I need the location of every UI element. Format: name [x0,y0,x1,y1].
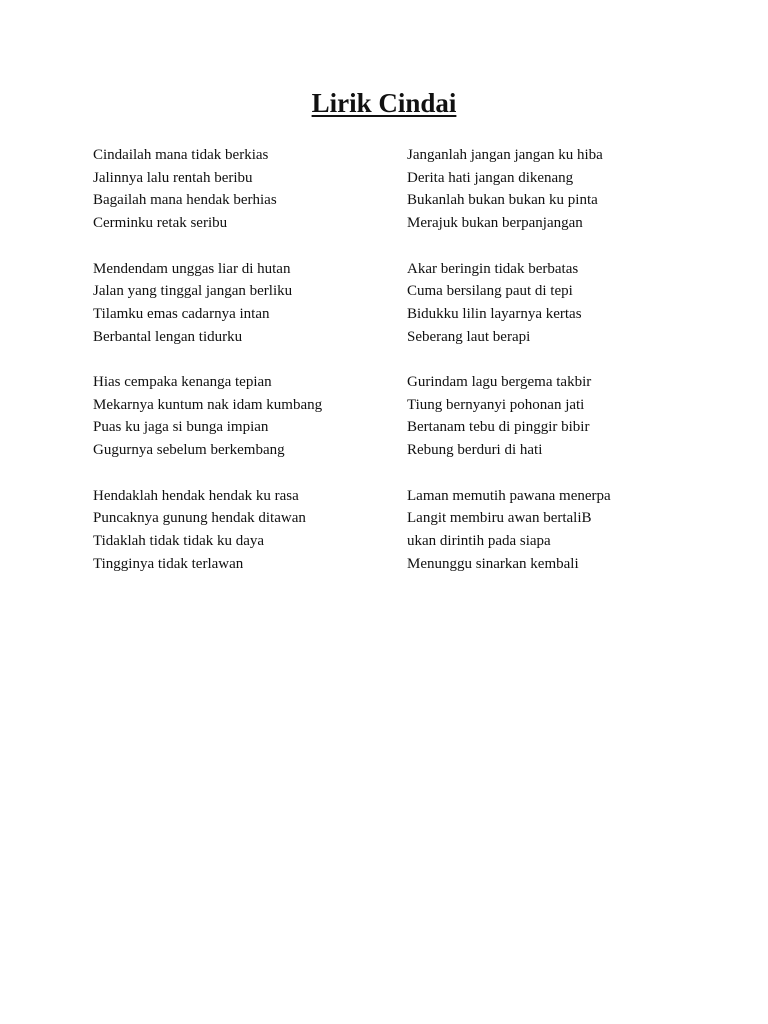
stanza [93,485,393,576]
lyric-line: Puncaknya gunung hendak ditawan [93,510,306,527]
lyric-line: Cindailah mana tidak berkias [93,147,269,163]
left-column [93,144,393,598]
lyric-line: Tiung bernyanyi pohonan jati [407,396,585,413]
lyric-line: Puas ku jaga si bunga impian [93,419,269,436]
lyric-line: Seberang laut berapi [407,328,531,345]
stanza [93,144,393,235]
lyric-line: Gugurnya sebelum berkembang [93,442,285,459]
lyric-line: Rebung berduri di hati [407,442,543,459]
stanza [407,258,707,349]
page-title: Lirik Cindai [311,88,457,118]
lyric-line: Janganlah jangan jangan ku hiba [407,147,603,163]
stanza [93,371,393,462]
lyric-line: Tingginya tidak terlawan [93,555,244,572]
lyric-line: Tilamku emas cadarnya intan [93,305,270,322]
lyric-line: Hias cempaka kenanga tepian [93,374,272,390]
lyric-line: Tidaklah tidak tidak ku daya [93,532,265,549]
lyric-line: Mekarnya kuntum nak idam kumbang [93,396,323,413]
lyric-line: Bukanlah bukan bukan ku pinta [407,192,598,209]
lyric-line: Langit membiru awan bertaliB [407,510,592,527]
lyric-line: Laman memutih pawana menerpa [407,487,611,504]
lyric-line: Cuma bersilang paut di tepi [407,283,573,300]
lyric-line: Akar beringin tidak berbatas [407,260,579,277]
stanza [93,258,393,349]
lyric-line: Mendendam unggas liar di hutan [93,260,291,277]
lyric-line: Merajuk bukan berpanjangan [407,215,583,232]
lyric-line: Bertanam tebu di pinggir bibir [407,419,590,436]
lyric-line: Bidukku lilin layarnya kertas [407,305,582,322]
stanza [407,144,707,235]
lyric-line: Derita hati jangan dikenang [407,169,574,186]
lyric-line: Bagailah mana hendak berhias [93,192,277,209]
lyric-line: Berbantal lengan tidurku [93,328,243,345]
lyric-line: Jalinnya lalu rentah beribu [93,169,253,186]
lyric-line: Menunggu sinarkan kembali [407,555,579,572]
right-column [407,144,707,598]
lyric-line: Gurindam lagu bergema takbir [407,374,592,390]
stanza [407,371,707,462]
stanza [407,485,707,576]
lyric-line: Hendaklah hendak hendak ku rasa [93,487,299,504]
lyric-line: Cerminku retak seribu [93,215,228,232]
lyric-line: ukan dirintih pada siapa [407,532,551,549]
lyric-line: Jalan yang tinggal jangan berliku [93,283,293,300]
